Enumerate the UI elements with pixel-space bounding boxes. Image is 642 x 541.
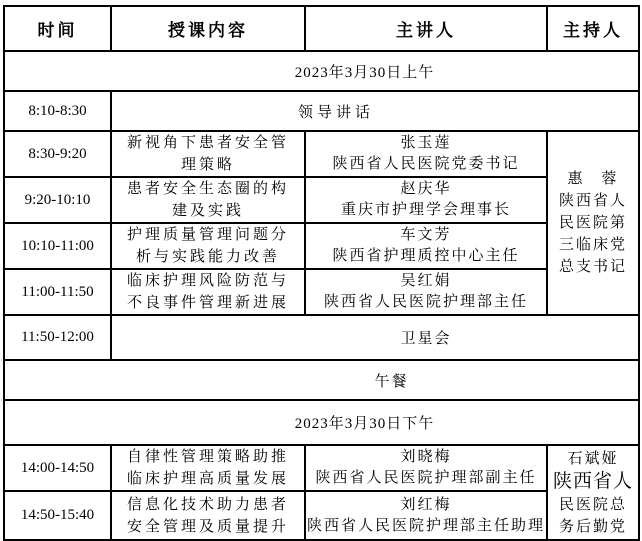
time-cell: 8:10-8:30 [4, 91, 111, 131]
satellite-row [4, 315, 639, 360]
speaker-title: 陕西省人民医院护理部副主任 [315, 470, 537, 486]
speaker-cell [305, 269, 547, 315]
moderator-line: 民医院第 [558, 215, 627, 231]
session-row-morning [4, 51, 639, 91]
lunch-cell: 午餐 [4, 360, 639, 400]
speaker-title: 重庆市护理学会理事长 [340, 202, 511, 218]
time-cell: 11:50-12:00 [4, 315, 111, 360]
moderator-line: 陕西省人 [552, 470, 633, 492]
header-row [4, 6, 639, 51]
speaker-cell [305, 491, 547, 540]
header-time: 时间 [4, 6, 111, 51]
time-cell: 9:20-10:10 [4, 177, 111, 223]
moderator-line: 惠 蓉 [567, 171, 619, 187]
speaker-cell [305, 177, 547, 223]
speaker-name: 张玉莲 [400, 135, 452, 151]
speaker-title: 陕西省人民医院护理部主任 [323, 294, 528, 310]
moderator-line: 三临床党 [558, 237, 627, 253]
header-speaker: 主讲人 [305, 6, 547, 51]
content-cell: 患者安全生态圈的构建及实践 [111, 177, 305, 223]
speaker-cell [305, 131, 547, 177]
header-moderator: 主持人 [547, 6, 639, 51]
moderator-line: 陕西省人 [558, 193, 627, 209]
session-date-morning: 2023年3月30日上午 [4, 51, 639, 91]
time-cell: 11:00-11:50 [4, 269, 111, 315]
speaker-name: 赵庆华 [400, 181, 452, 197]
speaker-cell [305, 223, 547, 269]
time-cell: 10:10-11:00 [4, 223, 111, 269]
speaker-cell [305, 445, 547, 491]
time-cell: 14:50-15:40 [4, 491, 111, 540]
table-row [4, 445, 639, 491]
moderator-line: 石斌娅 [567, 450, 619, 467]
content-cell: 新视角下患者安全管理策略 [111, 131, 305, 177]
speaker-name: 吴红娟 [400, 273, 452, 289]
moderator-line: 民医院总 [558, 496, 627, 513]
content-cell: 临床护理风险防范与不良事件管理新进展 [111, 269, 305, 315]
content-cell: 自律性管理策略助推临床护理高质量发展 [111, 445, 305, 491]
time-cell: 8:30-9:20 [4, 131, 111, 177]
speaker-name: 刘晓梅 [400, 449, 452, 465]
speaker-title: 陕西省人民医院党委书记 [332, 156, 520, 172]
table-row [4, 177, 639, 223]
speaker-title: 陕西省护理质控中心主任 [332, 248, 520, 264]
table-row [4, 491, 639, 540]
moderator-line: 总支书记 [558, 259, 627, 275]
table-row [4, 131, 639, 177]
moderator-line: 务后勤党 [558, 518, 627, 535]
content-cell: 信息化技术助力患者安全管理及质量提升 [111, 491, 305, 540]
moderator-morning-cell [547, 131, 639, 315]
time-cell: 14:00-14:50 [4, 445, 111, 491]
leader-speech-cell: 领导讲话 [111, 91, 639, 131]
speaker-name: 车文芳 [400, 227, 452, 243]
leader-speech-row [4, 91, 639, 131]
table-row [4, 223, 639, 269]
header-content: 授课内容 [111, 6, 305, 51]
satellite-cell: 卫星会 [111, 315, 639, 360]
lunch-row [4, 360, 639, 400]
content-cell: 护理质量管理问题分析与实践能力改善 [111, 223, 305, 269]
speaker-title: 陕西省人民医院护理部主任助理 [306, 517, 545, 534]
session-row-afternoon [4, 400, 639, 445]
table-row [4, 269, 639, 315]
session-date-afternoon: 2023年3月30日下午 [4, 400, 639, 445]
schedule-table [3, 5, 640, 541]
speaker-name: 刘红梅 [400, 496, 452, 513]
